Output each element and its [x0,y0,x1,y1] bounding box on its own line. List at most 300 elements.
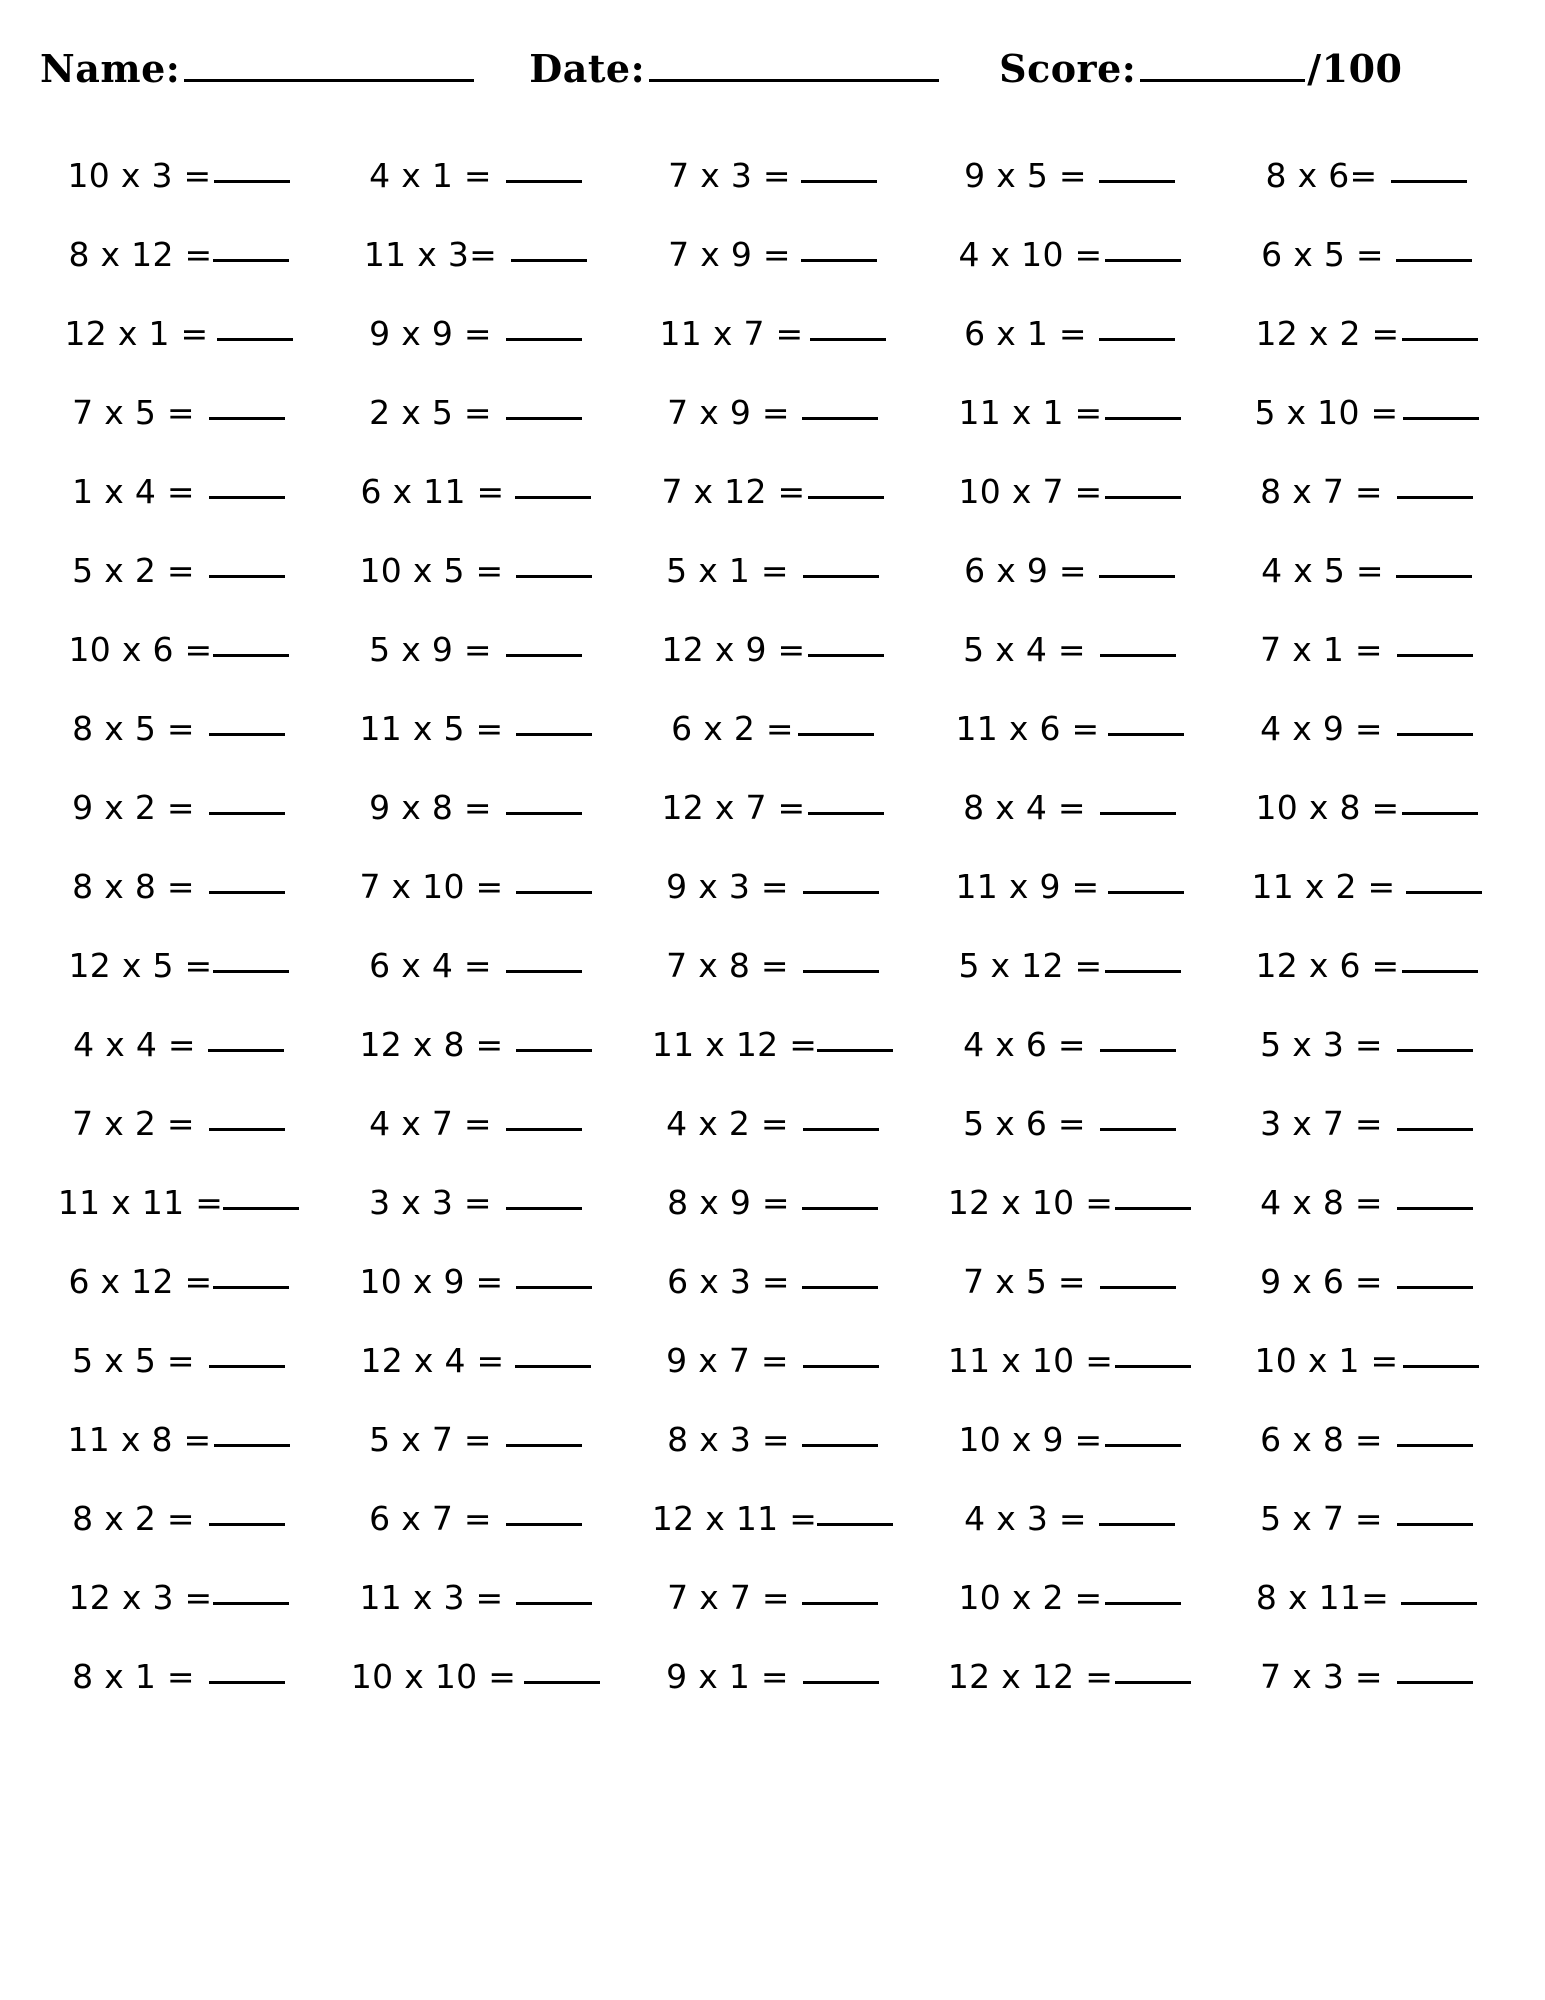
problem-expression: 6 x 9 = [964,551,1087,590]
problem-expression: 5 x 4 = [963,630,1086,669]
problem [1260,1657,1473,1696]
name-input-line[interactable] [184,78,474,82]
problem [661,630,883,669]
problem-expression: 10 x 9 = [958,1420,1103,1459]
answer-input-line[interactable] [802,1601,878,1605]
problem-expression: 5 x 2 = [72,551,195,590]
problem-expression: 7 x 12 = [661,472,806,511]
answer-input-line[interactable] [802,416,878,420]
problem [1260,1183,1473,1222]
problem [666,1341,879,1380]
score-input-line[interactable] [1140,78,1305,82]
problem-expression: 11 x 8 = [67,1420,212,1459]
problem-expression: 5 x 6 = [963,1104,1086,1143]
problem [359,1025,591,1064]
problem-expression: 6 x 3 = [667,1262,790,1301]
problem [964,551,1175,590]
problem-cell [921,1400,1218,1479]
answer-input-line[interactable] [516,890,592,894]
answer-input-line[interactable] [817,1522,893,1526]
problem-grid [30,136,1515,1716]
problem [68,235,288,274]
problem-expression: 8 x 8 = [72,867,195,906]
problem-expression: 11 x 3= [363,235,498,274]
answer-input-line[interactable] [1099,574,1175,578]
answer-input-line[interactable] [209,811,285,815]
answer-input-line[interactable] [1100,653,1176,657]
problem-cell [1218,531,1515,610]
date-field-group [529,46,939,91]
answer-input-line[interactable] [1099,1522,1175,1526]
problem-expression: 10 x 9 = [359,1262,504,1301]
problem-expression: 12 x 4 = [360,1341,505,1380]
problem-expression: 7 x 3 = [668,156,791,195]
problem-cell [921,1321,1218,1400]
answer-input-line[interactable] [1397,495,1473,499]
problem-cell [624,1400,921,1479]
problem [351,1657,600,1696]
answer-input-line[interactable] [209,1364,285,1368]
problem-expression: 11 x 10 = [947,1341,1114,1380]
problem-expression: 7 x 5 = [72,393,195,432]
problem-cell [30,1637,327,1716]
problem-cell [624,1005,921,1084]
problem-expression: 9 x 2 = [72,788,195,827]
answer-input-line[interactable] [1397,1443,1473,1447]
answer-input-line[interactable] [1105,258,1181,262]
problem-cell [1218,294,1515,373]
problem [1260,1025,1473,1064]
problem-cell [921,1479,1218,1558]
problem-expression: 12 x 11 = [651,1499,818,1538]
answer-input-line[interactable] [506,653,582,657]
answer-input-line[interactable] [1397,1048,1473,1052]
problem-cell [921,1084,1218,1163]
answer-input-line[interactable] [217,337,293,341]
problem-expression: 5 x 10 = [1254,393,1399,432]
answer-input-line[interactable] [1105,495,1181,499]
problem-expression: 9 x 5 = [964,156,1087,195]
problem [369,1183,582,1222]
answer-input-line[interactable] [803,890,879,894]
answer-input-line[interactable] [516,1601,592,1605]
answer-input-line[interactable] [209,495,285,499]
problem [958,393,1180,432]
answer-input-line[interactable] [1402,969,1478,973]
answer-input-line[interactable] [801,179,877,183]
problem [1260,1262,1473,1301]
answer-input-line[interactable] [1396,574,1472,578]
problem [369,1104,582,1143]
problem-cell [1218,1005,1515,1084]
problem-expression: 6 x 11 = [360,472,505,511]
problem [963,1262,1176,1301]
problem-cell [624,1479,921,1558]
problem [1260,709,1473,748]
problem-cell [327,294,624,373]
problem-cell [30,610,327,689]
problem-cell [624,136,921,215]
answer-input-line[interactable] [1100,811,1176,815]
problem-cell [624,1637,921,1716]
answer-input-line[interactable] [515,1364,591,1368]
answer-input-line[interactable] [1108,890,1184,894]
problem-expression: 1 x 4 = [72,472,195,511]
problem-expression: 10 x 1 = [1254,1341,1399,1380]
problem-cell [1218,373,1515,452]
problem-cell [30,1558,327,1637]
answer-input-line[interactable] [213,1601,289,1605]
problem [958,1420,1180,1459]
problem [963,1025,1176,1064]
problem-expression: 4 x 5 = [1261,551,1384,590]
problem [964,156,1175,195]
answer-input-line[interactable] [817,1048,893,1052]
answer-input-line[interactable] [803,1364,879,1368]
problem [666,551,879,590]
problem [963,630,1176,669]
problem-expression: 10 x 8 = [1255,788,1400,827]
problem-cell [30,452,327,531]
answer-input-line[interactable] [1397,1680,1473,1684]
answer-input-line[interactable] [1397,732,1473,736]
name-label: Name: [40,46,181,91]
score-total-label: /100 [1307,46,1403,91]
problem-expression: 11 x 6 = [955,709,1100,748]
answer-input-line[interactable] [1403,1364,1479,1368]
answer-input-line[interactable] [213,258,289,262]
answer-input-line[interactable] [1105,1601,1181,1605]
problem-cell [921,1163,1218,1242]
problem [659,314,885,353]
answer-input-line[interactable] [1391,179,1467,183]
problem [667,1183,878,1222]
problem-cell [327,1637,624,1716]
problem [67,1420,289,1459]
problem [1260,1420,1473,1459]
problem-expression: 12 x 1 = [64,314,209,353]
answer-input-line[interactable] [802,1285,878,1289]
answer-input-line[interactable] [801,258,877,262]
problem-expression: 6 x 8 = [1260,1420,1383,1459]
worksheet-header [30,18,1515,91]
problem-cell [327,1321,624,1400]
problem-cell [921,373,1218,452]
problem-expression: 7 x 9 = [668,235,791,274]
answer-input-line[interactable] [208,1048,284,1052]
answer-input-line[interactable] [1401,1601,1477,1605]
answer-input-line[interactable] [1100,1127,1176,1131]
problem-cell [30,136,327,215]
answer-input-line[interactable] [798,732,874,736]
problem-expression: 12 x 12 = [947,1657,1114,1696]
problem [1255,788,1477,827]
answer-input-line[interactable] [209,1522,285,1526]
problem-cell [1218,847,1515,926]
problem [661,788,883,827]
answer-input-line[interactable] [516,574,592,578]
problem [666,1104,879,1143]
answer-input-line[interactable] [1396,258,1472,262]
problem-expression: 9 x 9 = [369,314,492,353]
problem-cell [327,136,624,215]
problem-expression: 6 x 7 = [369,1499,492,1538]
problem-cell [1218,136,1515,215]
answer-input-line[interactable] [214,179,290,183]
answer-input-line[interactable] [1105,416,1181,420]
problem-cell [1218,1084,1515,1163]
answer-input-line[interactable] [803,574,879,578]
answer-input-line[interactable] [516,1048,592,1052]
problem [73,1025,284,1064]
problem-cell [327,1005,624,1084]
problem-expression: 7 x 9 = [667,393,790,432]
answer-input-line[interactable] [1115,1680,1191,1684]
answer-input-line[interactable] [506,1127,582,1131]
problem-cell [1218,1163,1515,1242]
answer-input-line[interactable] [506,1522,582,1526]
answer-input-line[interactable] [1403,416,1479,420]
problem [72,788,285,827]
problem-cell [1218,452,1515,531]
answer-input-line[interactable] [1105,969,1181,973]
problem [955,867,1183,906]
problem-expression: 8 x 2 = [72,1499,195,1538]
answer-input-line[interactable] [524,1680,600,1684]
problem-expression: 4 x 1 = [369,156,492,195]
answer-input-line[interactable] [1402,811,1478,815]
problem-expression: 8 x 12 = [68,235,213,274]
problem-expression: 5 x 7 = [369,1420,492,1459]
problem-cell [921,531,1218,610]
answer-input-line[interactable] [214,1443,290,1447]
date-label: Date: [529,46,646,91]
problem-expression: 3 x 7 = [1260,1104,1383,1143]
problem-expression: 5 x 7 = [1260,1499,1383,1538]
problem-expression: 8 x 7 = [1260,472,1383,511]
problem [72,1499,285,1538]
problem-cell [921,1005,1218,1084]
problem-cell [921,294,1218,373]
problem [369,788,582,827]
answer-input-line[interactable] [1100,1048,1176,1052]
problem [667,1578,878,1617]
problem-cell [1218,610,1515,689]
problem-cell [624,1163,921,1242]
answer-input-line[interactable] [213,969,289,973]
problem-cell [327,215,624,294]
answer-input-line[interactable] [515,495,591,499]
problem-expression: 12 x 5 = [68,946,213,985]
problem-cell [30,1321,327,1400]
problem-expression: 6 x 2 = [671,709,794,748]
problem [958,472,1180,511]
problem [955,709,1183,748]
answer-input-line[interactable] [516,732,592,736]
answer-input-line[interactable] [506,1206,582,1210]
answer-input-line[interactable] [209,1127,285,1131]
problem [668,156,877,195]
problem-cell [624,768,921,847]
problem-cell [624,610,921,689]
problem [1255,314,1477,353]
problem-expression: 8 x 1 = [72,1657,195,1696]
problem-expression: 3 x 3 = [369,1183,492,1222]
problem-cell [1218,1479,1515,1558]
answer-input-line[interactable] [1402,337,1478,341]
answer-input-line[interactable] [802,1443,878,1447]
answer-input-line[interactable] [803,1680,879,1684]
problem-cell [624,1084,921,1163]
problem [667,1262,878,1301]
answer-input-line[interactable] [209,890,285,894]
problem-expression: 7 x 2 = [72,1104,195,1143]
problem-cell [1218,1242,1515,1321]
answer-input-line[interactable] [511,258,587,262]
date-input-line[interactable] [649,78,939,82]
problem-expression: 10 x 10 = [350,1657,517,1696]
answer-input-line[interactable] [1397,1522,1473,1526]
problem [1254,393,1478,432]
problem-expression: 6 x 12 = [68,1262,213,1301]
problem-cell [1218,689,1515,768]
problem [1266,156,1468,195]
problem-cell [624,215,921,294]
answer-input-line[interactable] [1100,1285,1176,1289]
problem-expression: 4 x 3 = [964,1499,1087,1538]
problem-cell [327,373,624,452]
answer-input-line[interactable] [506,416,582,420]
problem [369,156,582,195]
answer-input-line[interactable] [209,574,285,578]
answer-input-line[interactable] [803,1127,879,1131]
answer-input-line[interactable] [1115,1206,1191,1210]
problem [1260,472,1473,511]
problem [72,1341,285,1380]
problem-expression: 10 x 3 = [67,156,212,195]
problem-expression: 12 x 2 = [1255,314,1400,353]
problem [359,551,591,590]
answer-input-line[interactable] [506,969,582,973]
problem-expression: 6 x 4 = [369,946,492,985]
problem-cell [1218,215,1515,294]
answer-input-line[interactable] [1397,1285,1473,1289]
problem-cell [327,1242,624,1321]
problem-cell [327,452,624,531]
answer-input-line[interactable] [506,811,582,815]
answer-input-line[interactable] [1105,1443,1181,1447]
answer-input-line[interactable] [1406,890,1482,894]
problem-cell [30,294,327,373]
answer-input-line[interactable] [506,1443,582,1447]
problem-expression: 8 x 9 = [667,1183,790,1222]
problem [1255,946,1477,985]
problem [948,1657,1191,1696]
answer-input-line[interactable] [803,969,879,973]
problem-expression: 7 x 3 = [1260,1657,1383,1696]
answer-input-line[interactable] [516,1285,592,1289]
answer-input-line[interactable] [1397,1206,1473,1210]
problem-expression: 9 x 1 = [666,1657,789,1696]
problem-cell [30,847,327,926]
problem-cell [30,1005,327,1084]
problem [652,1499,893,1538]
problem [364,235,587,274]
answer-input-line[interactable] [506,337,582,341]
problem-expression: 10 x 7 = [958,472,1103,511]
problem [68,1578,288,1617]
problem [671,709,874,748]
problem-cell [921,1558,1218,1637]
problem-cell [327,1558,624,1637]
answer-input-line[interactable] [1099,179,1175,183]
problem-expression: 8 x 11= [1255,1578,1390,1617]
answer-input-line[interactable] [808,811,884,815]
problem [369,946,582,985]
problem [666,946,879,985]
problem-expression: 11 x 9 = [955,867,1100,906]
problem-cell [30,689,327,768]
problem-expression: 12 x 9 = [661,630,806,669]
problem [58,1183,299,1222]
answer-input-line[interactable] [802,1206,878,1210]
answer-input-line[interactable] [209,732,285,736]
answer-input-line[interactable] [810,337,886,341]
problem-expression: 9 x 7 = [666,1341,789,1380]
problem [958,946,1180,985]
problem [964,314,1175,353]
problem-expression: 2 x 5 = [369,393,492,432]
answer-input-line[interactable] [1108,732,1184,736]
problem [68,1262,288,1301]
answer-input-line[interactable] [209,416,285,420]
problem [72,709,285,748]
answer-input-line[interactable] [213,653,289,657]
name-field-group [40,46,474,91]
problem-cell [327,1400,624,1479]
problem [369,314,582,353]
problem [963,1104,1176,1143]
answer-input-line[interactable] [1397,653,1473,657]
problem [68,946,288,985]
answer-input-line[interactable] [808,653,884,657]
answer-input-line[interactable] [1397,1127,1473,1131]
problem-expression: 9 x 6 = [1260,1262,1383,1301]
problem-cell [921,847,1218,926]
problem-cell [30,215,327,294]
problem-cell [30,1400,327,1479]
problem [958,235,1180,274]
answer-input-line[interactable] [808,495,884,499]
answer-input-line[interactable] [1099,337,1175,341]
problem-expression: 11 x 7 = [659,314,804,353]
answer-input-line[interactable] [209,1680,285,1684]
problem-cell [1218,1321,1515,1400]
answer-input-line[interactable] [213,1285,289,1289]
answer-input-line[interactable] [506,179,582,183]
answer-input-line[interactable] [223,1206,299,1210]
problem-cell [327,610,624,689]
problem-cell [327,1163,624,1242]
problem-expression: 4 x 8 = [1260,1183,1383,1222]
problem-cell [30,1242,327,1321]
problem-cell [624,452,921,531]
problem-cell [327,1479,624,1558]
problem-expression: 7 x 5 = [963,1262,1086,1301]
problem-cell [30,531,327,610]
answer-input-line[interactable] [1115,1364,1191,1368]
problem-cell [624,847,921,926]
